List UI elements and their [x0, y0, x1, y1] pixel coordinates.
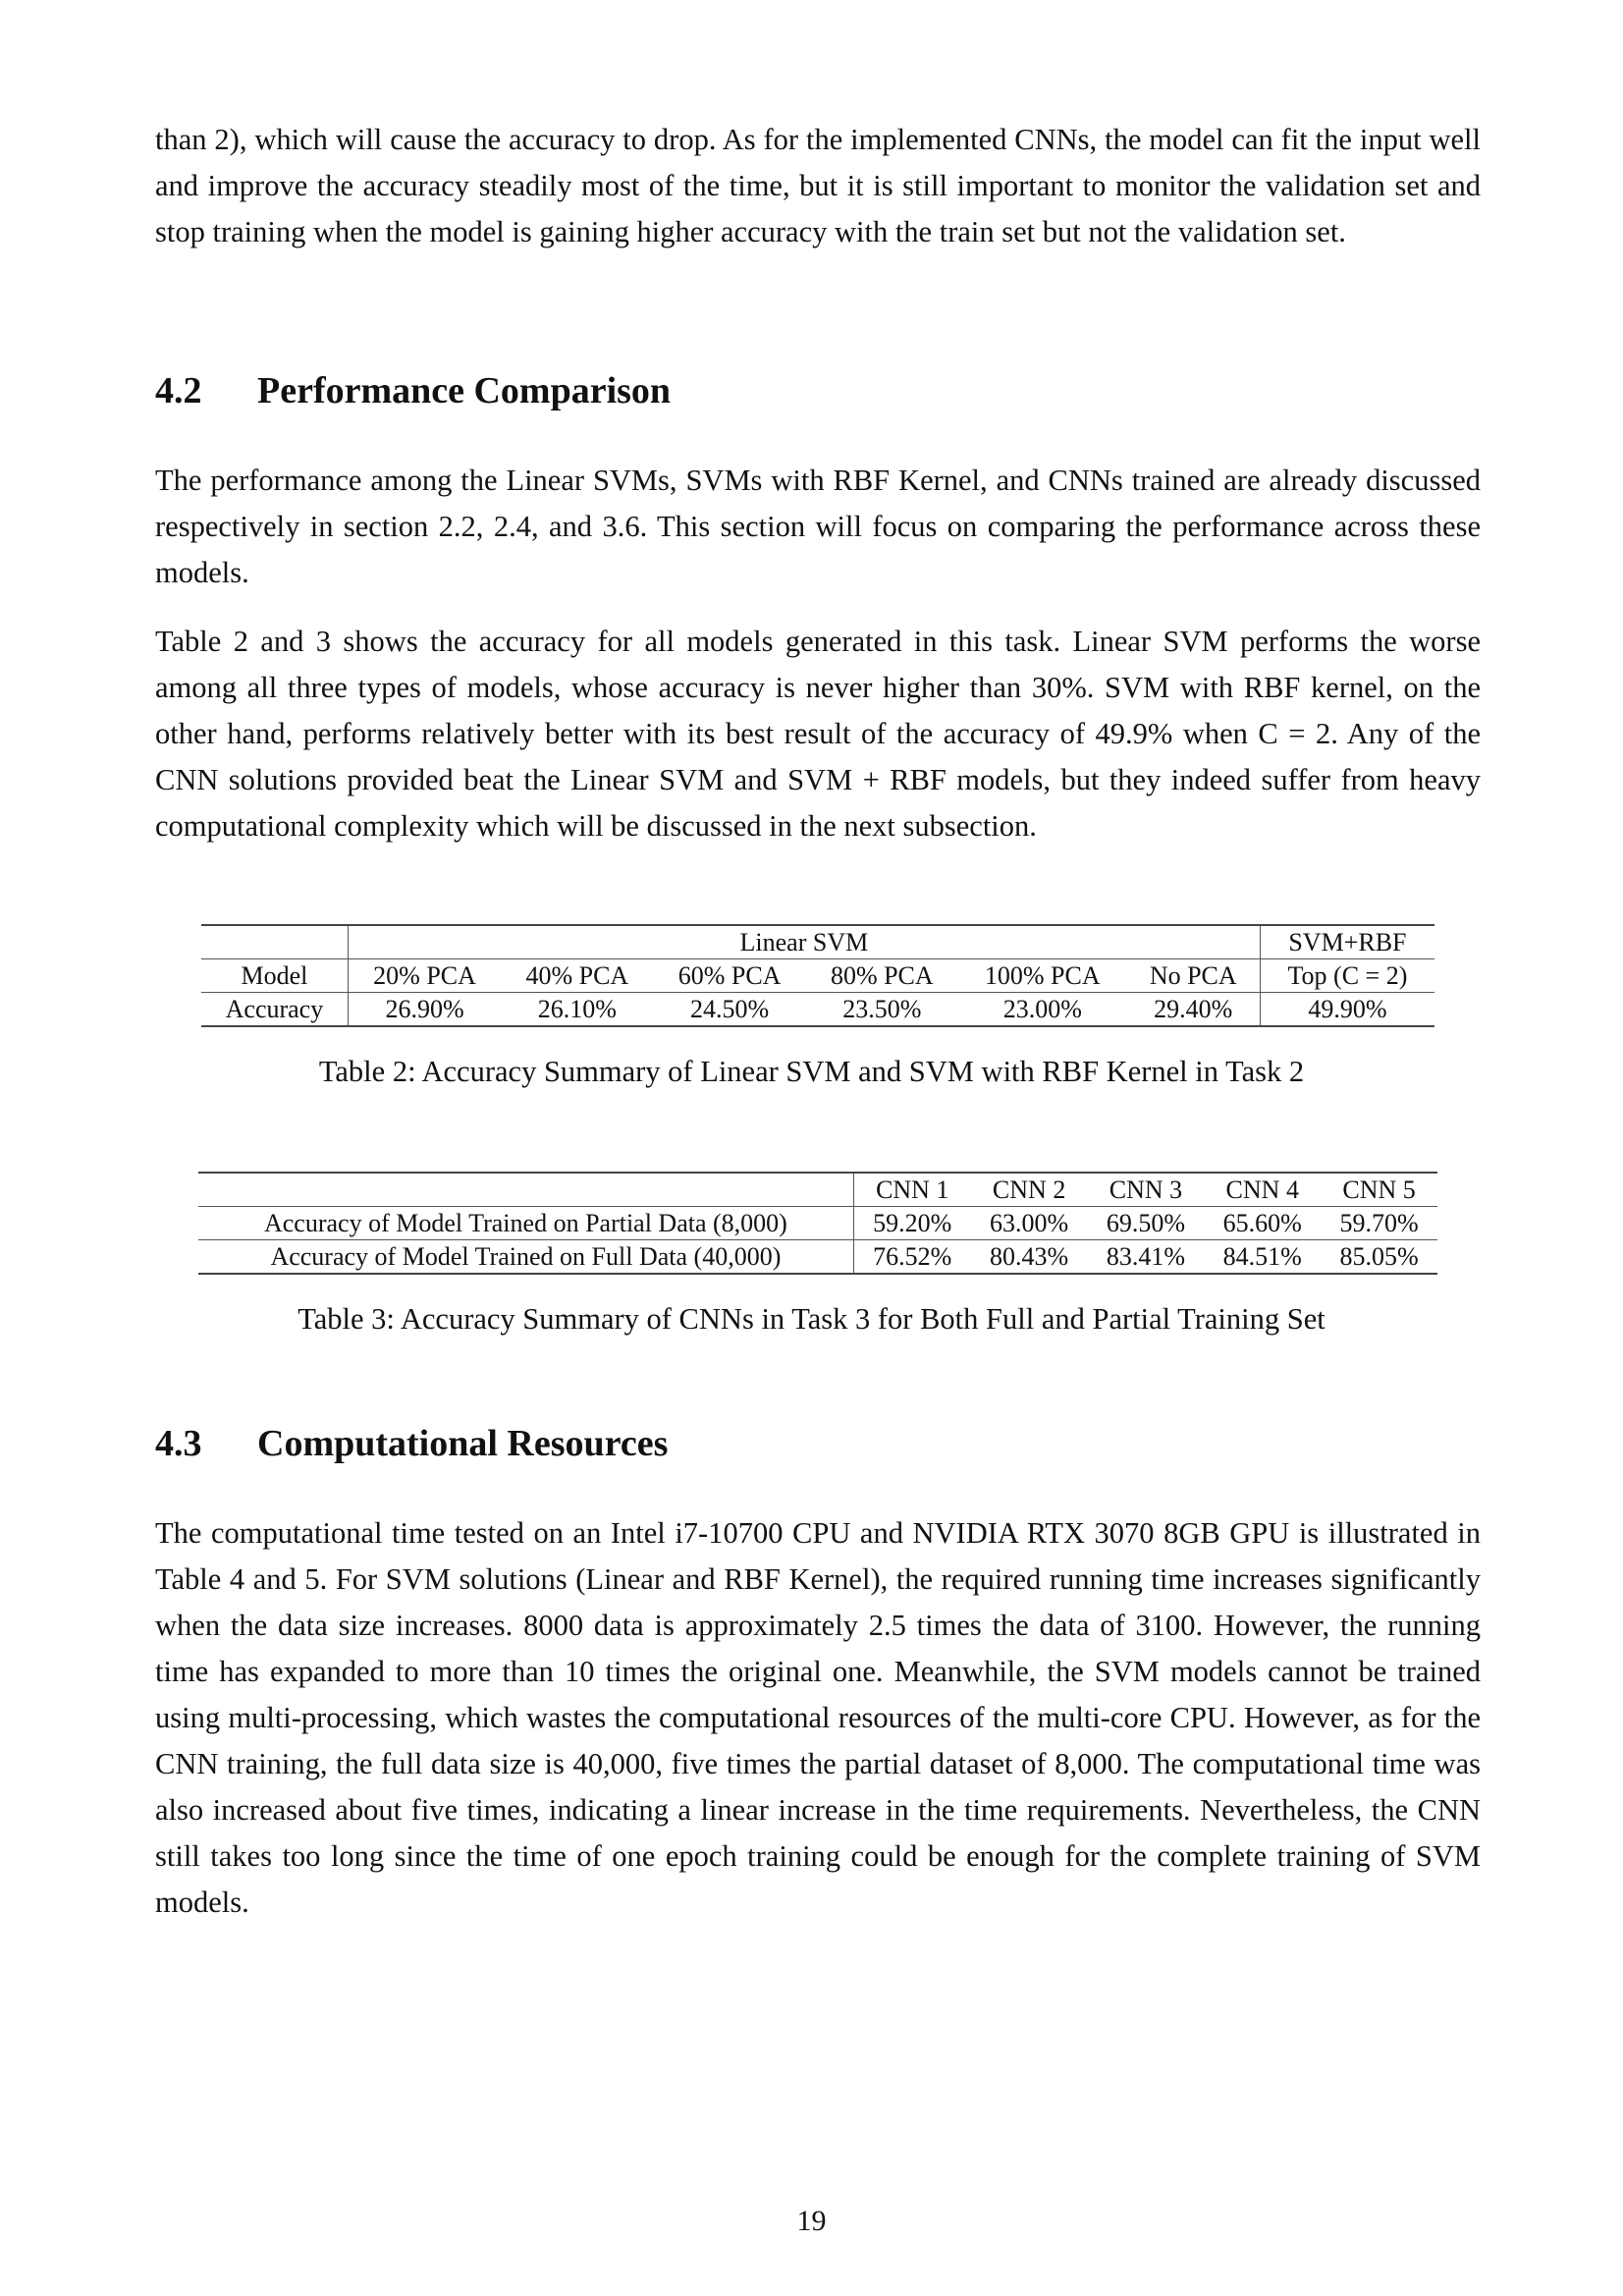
table-header-cell: 60% PCA	[653, 959, 805, 993]
paragraph-performance-summary: Table 2 and 3 shows the accuracy for all models generated in this task. Linear SVM performs the worse among all three types of models, whose accuracy is never higher than 30%. SVM with RBF kernel, on the other hand, performs relatively better with its best result of the accuracy of 49.9% when C = 2. Any of the CNN solutions provided beat the Linear SVM and SVM + RBF models, but they indeed suffer from heavy computational complexity which will be discussed in the next subsection.	[155, 625, 1481, 843]
table-header-cell: CNN 1	[853, 1173, 970, 1207]
table-header-row	[198, 1173, 1437, 1207]
table-cell: 29.40%	[1127, 993, 1261, 1027]
table-cell: 85.05%	[1321, 1240, 1437, 1275]
section-title: Computational Resources	[257, 1423, 669, 1464]
page-number: 19	[796, 2205, 827, 2237]
table-header-cell: CNN 4	[1204, 1173, 1321, 1207]
table-cell: 49.90%	[1260, 993, 1434, 1027]
table-row	[198, 1207, 1437, 1240]
table-cell: 76.52%	[853, 1240, 970, 1275]
table-cell: 84.51%	[1204, 1240, 1321, 1275]
table-cell: 26.10%	[501, 993, 653, 1027]
table-cell: 69.50%	[1088, 1207, 1205, 1240]
table-header-cell: 80% PCA	[806, 959, 958, 993]
table-header-cell: 20% PCA	[348, 959, 501, 993]
table-header-cell: CNN 2	[971, 1173, 1088, 1207]
section-title: Performance Comparison	[257, 370, 672, 411]
table-cell: 59.70%	[1321, 1207, 1437, 1240]
table-header-cell: Model	[201, 959, 348, 993]
table-row	[198, 1240, 1437, 1275]
table-cell: 59.20%	[853, 1207, 970, 1240]
table-header-cell: CNN 5	[1321, 1173, 1437, 1207]
section-number: 4.2	[155, 370, 202, 411]
table-row	[201, 993, 1434, 1027]
table-header-cell: CNN 3	[1088, 1173, 1205, 1207]
table-cell: 23.50%	[806, 993, 958, 1027]
table-header-cell: 100% PCA	[958, 959, 1127, 993]
paragraph-computational-resources: The computational time tested on an Intel i7-10700 CPU and NVIDIA RTX 3070 8GB GPU is illustrated in Table 4 and 5. For SVM solutions (Linear and RBF Kernel), the required running time increases significantly when the data size increases. 8000 data is approximately 2.5 times the data of 3100. However, the running time has expanded to more than 10 times the original one. Meanwhile, the SVM models cannot be trained using multi-processing, which wastes the computational resources of the multi-core CPU. However, as for the CNN training, the full data size is 40,000, five times the partial dataset of 8,000. The computational time was also increased about five times, indicating a linear increase in the time requirements. Nevertheless, the CNN still takes too long since the time of one epoch training could be enough for the complete training of SVM models.	[155, 1516, 1481, 1919]
table-2-svm-accuracy	[201, 924, 1434, 1027]
section-heading-4-2	[155, 367, 671, 414]
table-header-row	[201, 959, 1434, 993]
table-group-header-row	[201, 925, 1434, 959]
table-row-label: Accuracy	[201, 993, 348, 1027]
table-cell: 63.00%	[971, 1207, 1088, 1240]
table-2-caption: Table 2: Accuracy Summary of Linear SVM and SVM with RBF Kernel in Task 2	[318, 1055, 1305, 1088]
paragraph-performance-intro: The performance among the Linear SVMs, SVMs with RBF Kernel, and CNNs trained are already discussed respectively in section 2.2, 2.4, and 3.6. This section will focus on comparing the performance across these models.	[155, 464, 1481, 589]
table-header-cell: 40% PCA	[501, 959, 653, 993]
section-number: 4.3	[155, 1423, 202, 1464]
table-cell-empty	[201, 925, 348, 959]
table-cell: 24.50%	[653, 993, 805, 1027]
table-group-linear-svm: Linear SVM	[348, 925, 1260, 959]
table-row-label: Accuracy of Model Trained on Full Data (40,000)	[198, 1240, 853, 1275]
table-cell: 23.00%	[958, 993, 1127, 1027]
table-group-svm-rbf: SVM+RBF	[1260, 925, 1434, 959]
table-header-cell: Top (C = 2)	[1260, 959, 1434, 993]
table-header-cell: No PCA	[1127, 959, 1261, 993]
table-cell: 26.90%	[348, 993, 501, 1027]
paragraph-intro-continuation: than 2), which will cause the accuracy to drop. As for the implemented CNNs, the model can fit the input well and improve the accuracy steadily most of the time, but it is still important to monitor the validation set and stop training when the model is gaining higher accuracy with the train set but not the validation set.	[155, 123, 1481, 248]
table-3-caption: Table 3: Accuracy Summary of CNNs in Task 3 for Both Full and Partial Training Set	[298, 1302, 1325, 1336]
table-cell: 80.43%	[971, 1240, 1088, 1275]
table-header-cell-empty	[198, 1173, 853, 1207]
table-row-label: Accuracy of Model Trained on Partial Data (8,000)	[198, 1207, 853, 1240]
table-cell: 83.41%	[1088, 1240, 1205, 1275]
table-3-cnn-accuracy	[198, 1172, 1437, 1275]
table-cell: 65.60%	[1204, 1207, 1321, 1240]
section-heading-4-3	[155, 1420, 668, 1467]
